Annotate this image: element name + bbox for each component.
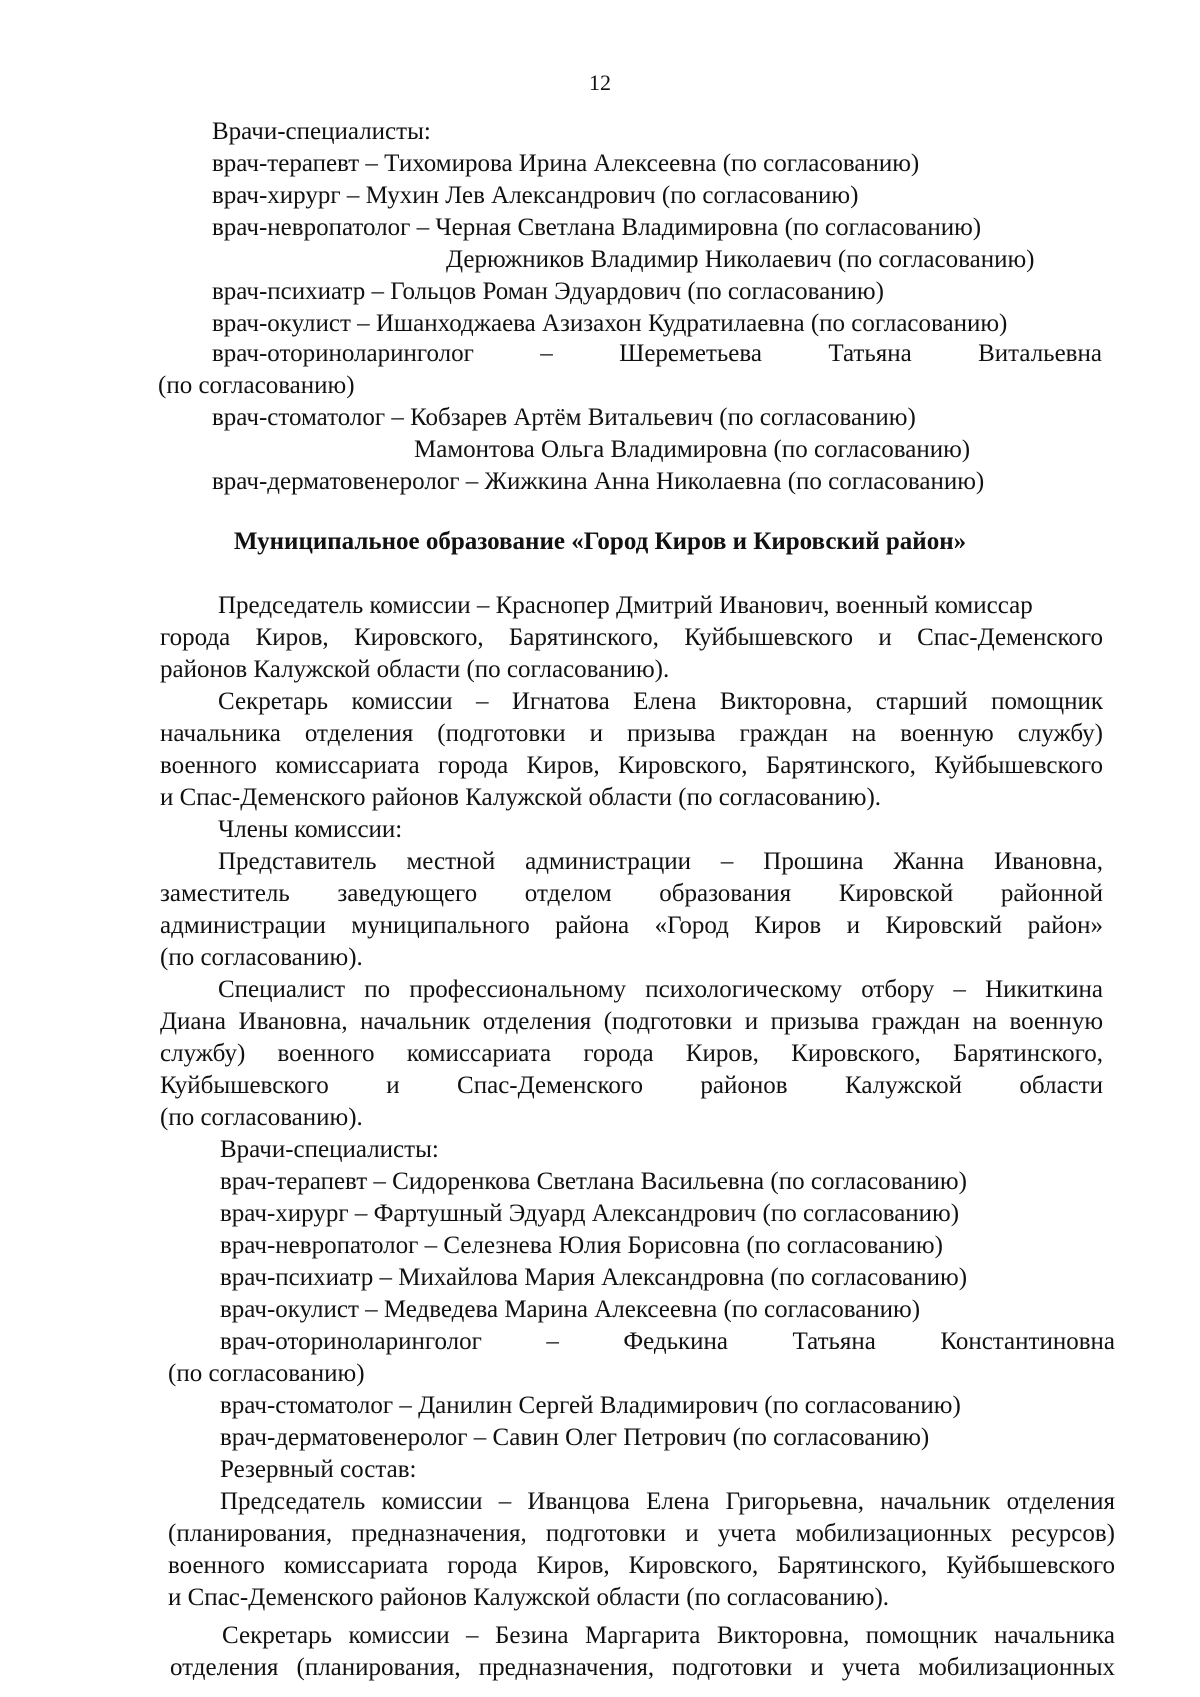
ent-word: Шереметьева xyxy=(619,340,762,367)
members-header: Члены комиссии: xyxy=(218,816,403,843)
secretary-line-4: и Спас-Деменского районов Калужской области (по согласованию). xyxy=(160,784,882,811)
ent-word: Татьяна xyxy=(828,340,912,367)
doctor-surgeon: врач-хирург – Мухин Лев Александрович (по согласованию) xyxy=(212,182,859,209)
ent-word: Татьяна xyxy=(792,1328,876,1355)
rep-line-3: администрации муниципального района «Город Киров и Кировский район» xyxy=(160,912,1103,939)
doctor-oculist-2: врач-окулист – Медведева Марина Алексеевна (по согласованию) xyxy=(220,1296,921,1323)
ent-word: Витальевна xyxy=(978,340,1102,367)
doctors-header-2: Врачи-специалисты: xyxy=(220,1136,439,1163)
doctor-surgeon-2: врач-хирург – Фартушный Эдуард Александрович (по согласованию) xyxy=(220,1200,960,1227)
doctor-oculist: врач-окулист – Ишанходжаева Азизахон Кудратилаевна (по согласованию) xyxy=(212,310,1008,337)
doctor-psych-2: врач-психиатр – Михайлова Мария Александровна (по согласованию) xyxy=(220,1264,968,1291)
ent-word: – xyxy=(546,1328,559,1355)
doctor-dentist-2: Мамонтова Ольга Владимировна (по согласованию) xyxy=(414,436,971,463)
doctor-neuro-2: Дерюжников Владимир Николаевич (по согласованию) xyxy=(446,246,1035,273)
chair-line-1 xyxy=(218,590,1103,622)
doctor-ent-continued-2: (по согласованию) xyxy=(168,1360,365,1387)
doctor-derm-2: врач-дерматовенеролог – Савин Олег Петрович (по согласованию) xyxy=(220,1424,930,1451)
ent-word: Федькина xyxy=(623,1328,728,1355)
doctor-dentist: врач-стоматолог – Кобзарев Артём Витальевич (по согласованию) xyxy=(212,404,916,431)
reserve-chair-line-3: военного комиссариата города Киров, Кировского, Барятинского, Куйбышевского xyxy=(168,1552,1115,1579)
doctor-derm: врач-дерматовенеролог – Жижкина Анна Николаевна (по согласованию) xyxy=(212,468,985,495)
secretary-line-3: военного комиссариата города Киров, Кировского, Барятинского, Куйбышевского xyxy=(160,752,1103,779)
chair-line-3: районов Калужской области (по согласованию). xyxy=(160,656,670,683)
specialist-line-2: Диана Ивановна, начальник отделения (подготовки и призыва граждан на военную xyxy=(160,1008,1103,1035)
reserve-chair-line-2: (планирования, предназначения, подготовки и учета мобилизационных ресурсов) xyxy=(168,1520,1115,1547)
reserve-chair-line-4: и Спас-Деменского районов Калужской области (по согласованию). xyxy=(168,1584,890,1611)
doctors-header: Врачи-специалисты: xyxy=(212,118,431,145)
doctor-ent-continued: (по согласованию) xyxy=(158,372,355,399)
ent-word: Константиновна xyxy=(940,1328,1115,1355)
specialist-line-4: Куйбышевского и Спас-Деменского районов Калужской области xyxy=(160,1072,1103,1099)
reserve-header: Резервный состав: xyxy=(220,1456,417,1483)
ent-word: – xyxy=(540,340,553,367)
rep-line-1: Представитель местной администрации – Прошина Жанна Ивановна, xyxy=(218,848,1103,875)
doctor-therapist-2: врач-терапевт – Сидоренкова Светлана Васильевна (по согласованию) xyxy=(220,1168,967,1195)
secretary-line-2: начальника отделения (подготовки и призыва граждан на военную службу) xyxy=(160,720,1103,747)
doctor-psych: врач-психиатр – Гольцов Роман Эдуардович (по согласованию) xyxy=(212,278,884,305)
chair-text: Председатель комиссии – Краснопер Дмитрий Иванович, военный комиссар xyxy=(218,592,1033,619)
specialist-line-1: Специалист по профессиональному психологическому отбору – Никиткина xyxy=(218,976,1103,1003)
doctor-neuro-b2: врач-невропатолог – Селезнева Юлия Борисовна (по согласованию) xyxy=(220,1232,943,1259)
specialist-line-3: службу) военного комиссариата города Киров, Кировского, Барятинского, xyxy=(160,1040,1103,1067)
doctor-dentist-b2: врач-стоматолог – Данилин Сергей Владимирович (по согласованию) xyxy=(220,1392,961,1419)
section-heading: Муниципальное образование «Город Киров и Кировский район» xyxy=(233,528,967,555)
rep-line-2: заместитель заведующего отделом образования Кировской районной xyxy=(160,880,1103,907)
chair-line-2: города Киров, Кировского, Барятинского, Куйбышевского и Спас-Деменского xyxy=(160,624,1103,651)
ent-word: врач-оториноларинголог xyxy=(220,1328,482,1355)
rep-line-4: (по согласованию). xyxy=(160,944,363,971)
reserve-secretary-line-1: Секретарь комиссии – Безина Маргарита Викторовна, помощник начальника xyxy=(222,1622,1115,1649)
reserve-chair-line-1: Председатель комиссии – Иванцова Елена Григорьевна, начальник отделения xyxy=(220,1488,1115,1515)
doctor-ent-2 xyxy=(220,1326,1115,1358)
secretary-line-1: Секретарь комиссии – Игнатова Елена Викторовна, старший помощник xyxy=(218,688,1103,715)
ent-word: врач-оториноларинголог xyxy=(212,340,474,367)
reserve-secretary-line-2: отделения (планирования, предназначения, подготовки и учета мобилизационных xyxy=(170,1654,1115,1681)
specialist-line-5: (по согласованию). xyxy=(160,1104,363,1131)
doctor-neuro: врач-невропатолог – Черная Светлана Владимировна (по согласованию) xyxy=(212,214,982,241)
page-number: 12 xyxy=(589,70,611,95)
doctor-therapist: врач-терапевт – Тихомирова Ирина Алексеевна (по согласованию) xyxy=(212,150,920,177)
doctor-ent xyxy=(212,338,1102,370)
